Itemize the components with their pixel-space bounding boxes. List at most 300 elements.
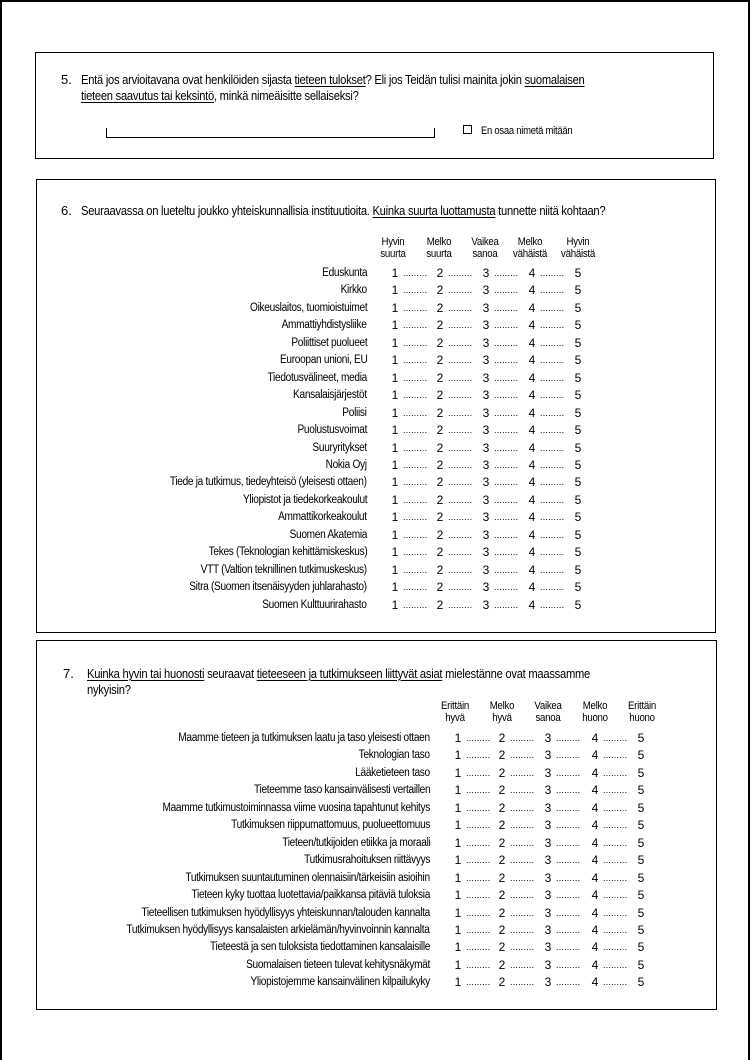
row-label: Eduskunta: [321, 267, 367, 279]
rating-option-4[interactable]: 4: [591, 783, 599, 798]
rating-option-1[interactable]: 1: [391, 597, 399, 612]
rating-option-2[interactable]: 2: [436, 527, 444, 542]
rating-option-3[interactable]: 3: [482, 266, 490, 280]
dot-leader: .........: [448, 372, 473, 383]
rating-option-4[interactable]: 4: [591, 853, 599, 868]
rating-option-5[interactable]: 5: [574, 440, 582, 455]
dot-leader: .........: [466, 837, 491, 848]
dot-leader: .........: [540, 372, 565, 383]
dot-leader: .........: [494, 599, 519, 610]
rating-option-5[interactable]: 5: [637, 783, 645, 798]
rating-option-1[interactable]: 1: [391, 423, 399, 438]
dot-leader: .........: [494, 425, 519, 436]
dot-leader: .........: [466, 907, 491, 918]
rating-option-5[interactable]: 5: [574, 266, 582, 280]
dot-leader: .........: [494, 442, 519, 453]
rating-option-5[interactable]: 5: [574, 283, 582, 298]
rating-option-2[interactable]: 2: [436, 266, 444, 280]
rating-option-5[interactable]: 5: [574, 580, 582, 595]
rating-option-5[interactable]: 5: [574, 457, 582, 472]
row-label: Kirkko: [340, 284, 367, 297]
dot-leader: .........: [540, 425, 565, 436]
rating-option-1[interactable]: 1: [391, 283, 399, 298]
rating-option-4[interactable]: 4: [528, 370, 536, 385]
rating-option-3[interactable]: 3: [544, 905, 552, 920]
row-label: Maamme tieteen ja tutkimuksen laatu ja taso yleisesti ottaen: [178, 732, 430, 744]
rating-option-3[interactable]: 3: [482, 318, 490, 333]
rating-option-3[interactable]: 3: [482, 580, 490, 595]
column-header: Erittäin hyvä: [440, 700, 470, 724]
rating-option-4[interactable]: 4: [528, 545, 536, 560]
rating-option-1[interactable]: 1: [391, 510, 399, 525]
dot-leader: .........: [403, 547, 428, 558]
rating-option-3[interactable]: 3: [482, 405, 490, 420]
rating-option-5[interactable]: 5: [637, 800, 645, 815]
row-label: Tutkimusrahoituksen riittävyys: [304, 854, 430, 867]
rating-option-4[interactable]: 4: [528, 562, 536, 577]
dot-leader: .........: [403, 268, 428, 278]
rating-option-5[interactable]: 5: [637, 922, 645, 937]
rating-option-3[interactable]: 3: [544, 870, 552, 885]
rating-option-3[interactable]: 3: [482, 388, 490, 403]
rating-option-2[interactable]: 2: [436, 492, 444, 507]
question-7-text-line2: nykyisin?: [87, 682, 131, 697]
rating-option-5[interactable]: 5: [574, 300, 582, 315]
rating-option-4[interactable]: 4: [528, 335, 536, 350]
rating-option-2[interactable]: 2: [436, 388, 444, 403]
dot-leader: .........: [403, 512, 428, 523]
rating-option-2[interactable]: 2: [436, 562, 444, 577]
dot-leader: .........: [540, 320, 565, 331]
rating-option-2[interactable]: 2: [436, 405, 444, 420]
dot-leader: .........: [448, 547, 473, 558]
dot-leader: .........: [603, 959, 628, 970]
rating-option-1[interactable]: 1: [391, 580, 399, 595]
row-label: Lääketieteen taso: [355, 766, 430, 779]
rating-option-4[interactable]: 4: [528, 527, 536, 542]
rating-option-1[interactable]: 1: [454, 748, 462, 763]
dot-leader: .........: [540, 512, 565, 523]
dot-leader: .........: [494, 337, 519, 348]
rating-option-3[interactable]: 3: [482, 283, 490, 298]
dot-leader: .........: [540, 337, 565, 348]
rating-option-5[interactable]: 5: [637, 765, 645, 780]
rating-option-1[interactable]: 1: [454, 888, 462, 903]
rating-option-3[interactable]: 3: [544, 940, 552, 955]
rating-option-1[interactable]: 1: [454, 922, 462, 937]
rating-option-1[interactable]: 1: [391, 370, 399, 385]
dot-leader: .........: [540, 407, 565, 418]
dot-leader: .........: [603, 802, 628, 813]
emphasis-tieteen-tulokset: tieteen tulokset: [294, 72, 366, 87]
rating-option-5[interactable]: 5: [637, 975, 645, 990]
dot-leader: .........: [603, 872, 628, 883]
rating-option-5[interactable]: 5: [637, 731, 645, 745]
row-label: Tieteemme taso kansainvälisesti vertaillen: [253, 784, 430, 797]
rating-option-1[interactable]: 1: [391, 562, 399, 577]
rating-option-3[interactable]: 3: [544, 748, 552, 763]
row-label: Ammattikorkeakoulut: [278, 511, 367, 524]
question-5-answer-field[interactable]: [106, 128, 435, 138]
row-label: Ammattiyhdistysliike: [282, 319, 367, 332]
rating-option-1[interactable]: 1: [391, 335, 399, 350]
rating-option-1[interactable]: 1: [454, 731, 462, 745]
rating-option-1[interactable]: 1: [391, 405, 399, 420]
rating-option-1[interactable]: 1: [391, 545, 399, 560]
rating-option-2[interactable]: 2: [498, 783, 506, 798]
dot-leader: .........: [603, 890, 628, 901]
rating-option-3[interactable]: 3: [544, 888, 552, 903]
rating-option-4[interactable]: 4: [591, 922, 599, 937]
dot-leader: .........: [466, 977, 491, 988]
dot-leader: .........: [510, 750, 535, 761]
dot-leader: .........: [448, 355, 473, 366]
rating-option-3[interactable]: 3: [544, 975, 552, 990]
rating-option-2[interactable]: 2: [498, 870, 506, 885]
dot-leader: .........: [494, 512, 519, 523]
rating-option-4[interactable]: 4: [528, 457, 536, 472]
dot-leader: .........: [466, 872, 491, 883]
rating-option-2[interactable]: 2: [498, 957, 506, 972]
rating-option-1[interactable]: 1: [454, 765, 462, 780]
rating-option-3[interactable]: 3: [544, 957, 552, 972]
rating-option-2[interactable]: 2: [436, 510, 444, 525]
dot-leader: .........: [403, 302, 428, 313]
dot-leader: .........: [510, 820, 535, 831]
rating-option-4[interactable]: 4: [591, 748, 599, 763]
dot-leader: .........: [448, 302, 473, 313]
rating-option-1[interactable]: 1: [391, 300, 399, 315]
rating-option-3[interactable]: 3: [544, 835, 552, 850]
rating-option-1[interactable]: 1: [391, 266, 399, 280]
rating-option-2[interactable]: 2: [498, 922, 506, 937]
rating-option-4[interactable]: 4: [528, 423, 536, 438]
dot-leader: .........: [540, 529, 565, 540]
rating-option-5[interactable]: 5: [637, 870, 645, 885]
rating-option-3[interactable]: 3: [482, 510, 490, 525]
rating-option-4[interactable]: 4: [528, 510, 536, 525]
dot-leader: .........: [603, 855, 628, 866]
dot-leader: .........: [556, 872, 581, 883]
rating-option-2[interactable]: 2: [498, 765, 506, 780]
rating-option-2[interactable]: 2: [498, 888, 506, 903]
rating-option-2[interactable]: 2: [436, 335, 444, 350]
rating-option-5[interactable]: 5: [574, 597, 582, 612]
rating-option-5[interactable]: 5: [637, 818, 645, 833]
rating-option-2[interactable]: 2: [436, 545, 444, 560]
dot-leader: .........: [603, 767, 628, 778]
rating-option-2[interactable]: 2: [436, 300, 444, 315]
rating-option-3[interactable]: 3: [482, 597, 490, 612]
dot-leader: .........: [556, 767, 581, 778]
dot-leader: .........: [448, 529, 473, 540]
dot-leader: .........: [466, 750, 491, 761]
rating-option-1[interactable]: 1: [454, 853, 462, 868]
dot-leader: .........: [448, 407, 473, 418]
rating-option-2[interactable]: 2: [436, 318, 444, 333]
dot-leader: .........: [448, 320, 473, 331]
dot-leader: .........: [510, 942, 535, 953]
rating-option-5[interactable]: 5: [637, 888, 645, 903]
rating-option-5[interactable]: 5: [637, 853, 645, 868]
dot-leader: .........: [403, 529, 428, 540]
rating-option-1[interactable]: 1: [391, 353, 399, 368]
dot-leader: .........: [510, 872, 535, 883]
rating-option-2[interactable]: 2: [436, 423, 444, 438]
rating-option-2[interactable]: 2: [436, 580, 444, 595]
rating-option-5[interactable]: 5: [574, 370, 582, 385]
dot-leader: .........: [403, 442, 428, 453]
rating-option-1[interactable]: 1: [454, 957, 462, 972]
rating-option-2[interactable]: 2: [498, 748, 506, 763]
dot-leader: .........: [448, 390, 473, 401]
rating-option-3[interactable]: 3: [482, 300, 490, 315]
dot-leader: .........: [510, 802, 535, 813]
rating-option-3[interactable]: 3: [482, 353, 490, 368]
column-header: Melko huono: [582, 700, 608, 724]
rating-option-3[interactable]: 3: [544, 922, 552, 937]
rating-option-2[interactable]: 2: [436, 440, 444, 455]
rating-option-3[interactable]: 3: [482, 545, 490, 560]
rating-option-5[interactable]: 5: [574, 423, 582, 438]
row-label: Sitra (Suomen itsenäisyyden juhlarahasto): [189, 581, 367, 594]
dot-leader: .........: [403, 477, 428, 488]
rating-option-1[interactable]: 1: [391, 457, 399, 472]
rating-option-4[interactable]: 4: [528, 492, 536, 507]
dot-leader: .........: [403, 390, 428, 401]
dot-leader: .........: [556, 890, 581, 901]
rating-option-1[interactable]: 1: [391, 492, 399, 507]
rating-option-4[interactable]: 4: [591, 905, 599, 920]
rating-option-1[interactable]: 1: [454, 783, 462, 798]
rating-option-1[interactable]: 1: [391, 388, 399, 403]
rating-option-5[interactable]: 5: [637, 835, 645, 850]
dot-leader: .........: [540, 355, 565, 366]
dot-leader: .........: [556, 924, 581, 935]
dot-leader: .........: [540, 268, 565, 278]
dot-leader: .........: [510, 959, 535, 970]
rating-option-5[interactable]: 5: [574, 527, 582, 542]
rating-option-2[interactable]: 2: [436, 370, 444, 385]
rating-option-2[interactable]: 2: [436, 283, 444, 298]
rating-option-2[interactable]: 2: [498, 800, 506, 815]
row-label: Oikeuslaitos, tuomioistuimet: [249, 301, 367, 314]
rating-option-5[interactable]: 5: [637, 748, 645, 763]
dot-leader: .........: [603, 924, 628, 935]
rating-option-2[interactable]: 2: [498, 905, 506, 920]
dot-leader: .........: [494, 355, 519, 366]
row-label: Teknologian taso: [358, 749, 430, 762]
rating-option-4[interactable]: 4: [591, 765, 599, 780]
rating-option-2[interactable]: 2: [436, 475, 444, 490]
rating-option-4[interactable]: 4: [591, 940, 599, 955]
dot-leader: .........: [494, 285, 519, 296]
column-header: Hyvin suurta: [380, 236, 406, 260]
dot-leader: .........: [494, 302, 519, 313]
dot-leader: .........: [494, 372, 519, 383]
rating-option-1[interactable]: 1: [391, 440, 399, 455]
rating-option-2[interactable]: 2: [498, 835, 506, 850]
rating-option-3[interactable]: 3: [544, 800, 552, 815]
rating-option-4[interactable]: 4: [591, 870, 599, 885]
dot-leader: .........: [466, 924, 491, 935]
rating-option-4[interactable]: 4: [528, 405, 536, 420]
rating-option-2[interactable]: 2: [498, 975, 506, 990]
row-label: Suomalaisen tieteen tulevat kehitysnäkymät: [246, 958, 430, 971]
row-label: Tieteen kyky tuottaa luotettavia/paikkansa pitäviä tuloksia: [191, 889, 430, 902]
rating-option-5[interactable]: 5: [574, 335, 582, 350]
row-label: Tutkimuksen hyödyllisyys kansalaisten arkielämän/hyvinvoinnin kannalta: [126, 923, 430, 936]
dot-leader: .........: [448, 564, 473, 575]
rating-option-1[interactable]: 1: [454, 818, 462, 833]
question-6-number: 6.: [61, 203, 72, 218]
rating-option-4[interactable]: 4: [528, 300, 536, 315]
row-label: Maamme tutkimustoiminnassa viime vuosina tapahtunut kehitys: [162, 801, 430, 814]
question-5-box: [35, 52, 714, 159]
column-header: Vaikea sanoa: [534, 700, 562, 724]
rating-option-5[interactable]: 5: [574, 510, 582, 525]
row-label: Puolustusvoimat: [297, 424, 367, 437]
rating-option-3[interactable]: 3: [482, 370, 490, 385]
dot-leader: .........: [556, 802, 581, 813]
rating-option-4[interactable]: 4: [528, 580, 536, 595]
emphasis-saavutus: tieteen saavutus tai keksintö: [81, 88, 214, 103]
dot-leader: .........: [540, 442, 565, 453]
dot-leader: .........: [556, 907, 581, 918]
row-label: Tieteestä ja sen tuloksista tiedottaminen kansalaisille: [209, 941, 430, 954]
dot-leader: .........: [540, 285, 565, 296]
dot-leader: .........: [510, 977, 535, 988]
rating-option-1[interactable]: 1: [454, 975, 462, 990]
dot-leader: .........: [448, 459, 473, 470]
rating-option-5[interactable]: 5: [574, 318, 582, 333]
dot-leader: .........: [603, 837, 628, 848]
dot-leader: .........: [556, 785, 581, 796]
question-7-text-line1: Kuinka hyvin tai huonosti seuraavat tieteeseen ja tutkimukseen liittyvät asiat mielestänne ovat maassamme: [87, 666, 591, 681]
rating-option-4[interactable]: 4: [591, 835, 599, 850]
rating-option-2[interactable]: 2: [436, 597, 444, 612]
dot-leader: .........: [556, 820, 581, 831]
dot-leader: .........: [510, 907, 535, 918]
dot-leader: .........: [540, 547, 565, 558]
rating-option-3[interactable]: 3: [544, 818, 552, 833]
rating-option-2[interactable]: 2: [498, 853, 506, 868]
dot-leader: .........: [448, 268, 473, 278]
dot-leader: .........: [556, 977, 581, 988]
rating-option-4[interactable]: 4: [591, 975, 599, 990]
rating-option-5[interactable]: 5: [574, 353, 582, 368]
rating-option-3[interactable]: 3: [544, 783, 552, 798]
rating-option-1[interactable]: 1: [454, 870, 462, 885]
rating-option-5[interactable]: 5: [574, 492, 582, 507]
rating-option-4[interactable]: 4: [528, 440, 536, 455]
rating-option-5[interactable]: 5: [574, 405, 582, 420]
dot-leader: .........: [448, 599, 473, 610]
rating-option-3[interactable]: 3: [482, 492, 490, 507]
question-5-cannot-name-checkbox[interactable]: [463, 125, 472, 134]
rating-option-4[interactable]: 4: [528, 475, 536, 490]
rating-option-4[interactable]: 4: [528, 266, 536, 280]
rating-option-4[interactable]: 4: [528, 318, 536, 333]
rating-option-4[interactable]: 4: [591, 818, 599, 833]
rating-option-5[interactable]: 5: [637, 957, 645, 972]
dot-leader: .........: [466, 733, 491, 743]
rating-option-3[interactable]: 3: [544, 731, 552, 745]
rating-option-5[interactable]: 5: [574, 562, 582, 577]
dot-leader: .........: [540, 494, 565, 505]
rating-option-4[interactable]: 4: [591, 731, 599, 745]
rating-option-3[interactable]: 3: [482, 457, 490, 472]
row-label: VTT (Valtion teknillinen tutkimuskeskus): [200, 563, 367, 576]
rating-option-5[interactable]: 5: [637, 905, 645, 920]
dot-leader: .........: [403, 285, 428, 296]
rating-option-3[interactable]: 3: [482, 475, 490, 490]
dot-leader: .........: [448, 477, 473, 488]
dot-leader: .........: [494, 494, 519, 505]
column-header: Vaikea sanoa: [471, 236, 499, 260]
rating-option-3[interactable]: 3: [544, 853, 552, 868]
rating-option-1[interactable]: 1: [454, 940, 462, 955]
rating-option-5[interactable]: 5: [574, 475, 582, 490]
rating-option-2[interactable]: 2: [498, 731, 506, 745]
rating-option-3[interactable]: 3: [482, 423, 490, 438]
emphasis-hyvin-huonosti: Kuinka hyvin tai huonosti: [87, 666, 205, 681]
dot-leader: .........: [556, 750, 581, 761]
rating-option-4[interactable]: 4: [528, 388, 536, 403]
dot-leader: .........: [494, 268, 519, 278]
rating-option-3[interactable]: 3: [482, 527, 490, 542]
rating-option-5[interactable]: 5: [574, 388, 582, 403]
dot-leader: .........: [466, 820, 491, 831]
rating-option-4[interactable]: 4: [591, 800, 599, 815]
rating-option-5[interactable]: 5: [637, 940, 645, 955]
question-5-text-line2: tieteen saavutus tai keksintö, minkä nimeäisitte sellaiseksi?: [81, 88, 359, 103]
emphasis-tiede-asiat: tieteeseen ja tutkimukseen liittyvät asiat: [256, 666, 443, 681]
rating-option-1[interactable]: 1: [454, 800, 462, 815]
dot-leader: .........: [510, 733, 535, 743]
dot-leader: .........: [466, 890, 491, 901]
question-5-number: 5.: [61, 72, 72, 87]
rating-option-1[interactable]: 1: [391, 475, 399, 490]
rating-option-2[interactable]: 2: [436, 353, 444, 368]
rating-option-1[interactable]: 1: [454, 905, 462, 920]
dot-leader: .........: [540, 459, 565, 470]
dot-leader: .........: [603, 977, 628, 988]
rating-option-2[interactable]: 2: [498, 818, 506, 833]
dot-leader: .........: [448, 494, 473, 505]
rating-option-4[interactable]: 4: [591, 957, 599, 972]
rating-option-1[interactable]: 1: [391, 527, 399, 542]
rating-option-3[interactable]: 3: [482, 335, 490, 350]
rating-option-4[interactable]: 4: [528, 597, 536, 612]
row-label: Suuryritykset: [312, 441, 367, 454]
rating-option-4[interactable]: 4: [528, 283, 536, 298]
dot-leader: .........: [403, 564, 428, 575]
rating-option-1[interactable]: 1: [391, 318, 399, 333]
rating-option-2[interactable]: 2: [498, 940, 506, 955]
rating-option-1[interactable]: 1: [454, 835, 462, 850]
rating-option-2[interactable]: 2: [436, 457, 444, 472]
rating-option-4[interactable]: 4: [528, 353, 536, 368]
dot-leader: .........: [403, 599, 428, 610]
dot-leader: .........: [494, 529, 519, 540]
question-7-number: 7.: [63, 666, 74, 681]
rating-option-4[interactable]: 4: [591, 888, 599, 903]
rating-option-5[interactable]: 5: [574, 545, 582, 560]
rating-option-3[interactable]: 3: [544, 765, 552, 780]
rating-option-3[interactable]: 3: [482, 440, 490, 455]
rating-option-3[interactable]: 3: [482, 562, 490, 577]
